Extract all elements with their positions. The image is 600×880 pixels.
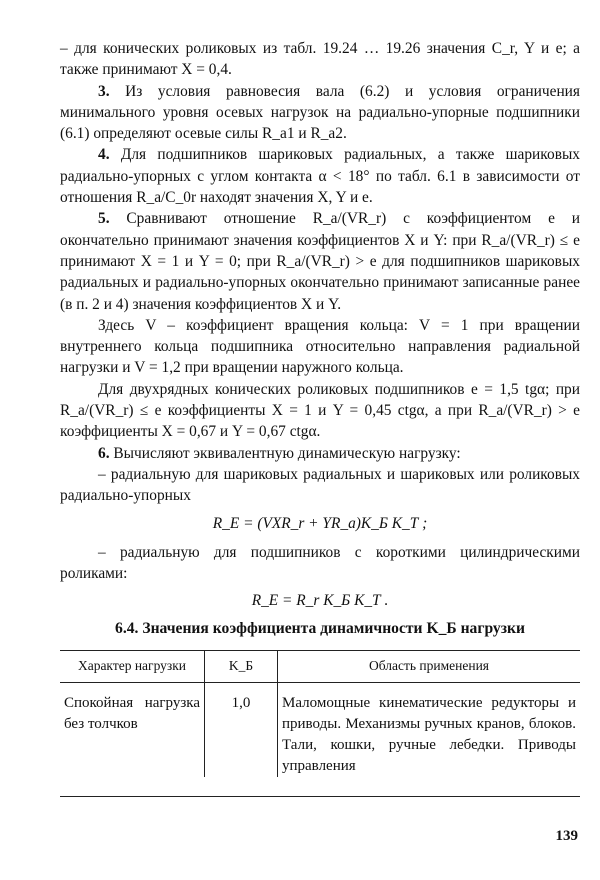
table-row [60, 683, 580, 778]
paragraph-radial-roller: – радиальную для подшипников с короткими цилиндрическими роликами: [60, 543, 580, 583]
step-number: 3. [98, 82, 110, 100]
step-text: Для подшипников шариковых радиальных, а также шариковых радиально-упорных с углом контакта α < 18° по табл. 6.1 в зависимости от отношения R_a/C_0r находят значения X, Y и e. [60, 146, 580, 207]
section-heading: 6.4. Значения коэффициента динамичности K_Б нагрузки [115, 620, 525, 637]
header-coefficient: K_Б [205, 651, 278, 683]
cell-load-type: Спокойная нагрузка без толчков [64, 695, 200, 732]
step-text: Сравнивают отношение R_a/(VR_r) с коэффициентом e и окончательно принимают значения коэффициентов X и Y: при R_a/(VR_r) ≤ e принимают X = 1 и Y = 0; при R_a/(VR_r) > e для подшипников шариковых радиальных и радиально-упорных окончательно принимают записанные ранее (в п. 2 и 4) значения коэффициентов X и Y. [60, 210, 580, 313]
cell-application-area: Маломощные кинематические редукторы и приводы. Механизмы ручных кранов, блоков. Тали, кошки, ручные лебедки. Приводы управления [278, 683, 581, 778]
step-text: Вычисляют эквивалентную динамическую нагрузку: [109, 444, 461, 462]
paragraph-double-row: Для двухрядных конических роликовых подшипников e = 1,5 tgα; при R_a/(VR_r) ≤ e коэффициенты X = 1 и Y = 0,45 ctgα, а при R_a/(VR_r) > e коэффициенты X = 0,67 и Y = 0,67 ctgα. [60, 380, 580, 441]
step-number: 6. [98, 444, 110, 462]
paragraph-radial-ball: – радиальную для шариковых радиальных и шариковых или роликовых радиально-упорных [60, 465, 580, 505]
dynamic-coefficient-table [60, 650, 580, 777]
page-number: 139 [555, 828, 578, 844]
header-application-area: Область применения [278, 651, 581, 683]
step-text: Из условия равновесия вала (6.2) и условия ограничения минимального уровня осевых нагрузок на радиально-упорные подшипники (6.1) определяют осевые силы R_a1 и R_a2. [60, 82, 580, 143]
body-text [60, 38, 580, 620]
cell-coefficient: 1,0 [205, 683, 278, 778]
paragraph-step-5 [60, 208, 580, 314]
step-number: 4. [98, 146, 110, 164]
paragraph-step-4 [60, 144, 580, 208]
table-header-row [60, 651, 580, 683]
formula-equivalent-load-2: R_E = R_r K_Б K_Т . [251, 592, 389, 610]
header-load-type: Характер нагрузки [60, 651, 205, 683]
table-bottom-rule [60, 796, 580, 797]
step-number: 5. [98, 210, 110, 228]
formula-equivalent-load-1: R_E = (VXR_r + YR_a)K_Б K_Т ; [212, 514, 428, 532]
paragraph-conical-bearings: – для конических роликовых из табл. 19.24 … 19.26 значения C_r, Y и e; а также принимают X = 0,4. [60, 40, 580, 79]
paragraph-step-3 [60, 81, 580, 145]
paragraph-rotation-coefficient: Здесь V – коэффициент вращения кольца: V = 1 при вращении внутреннего кольца подшипника относительно направления радиальной нагрузки и V = 1,2 при вращении наружного кольца. [60, 316, 580, 377]
paragraph-step-6 [60, 443, 580, 464]
